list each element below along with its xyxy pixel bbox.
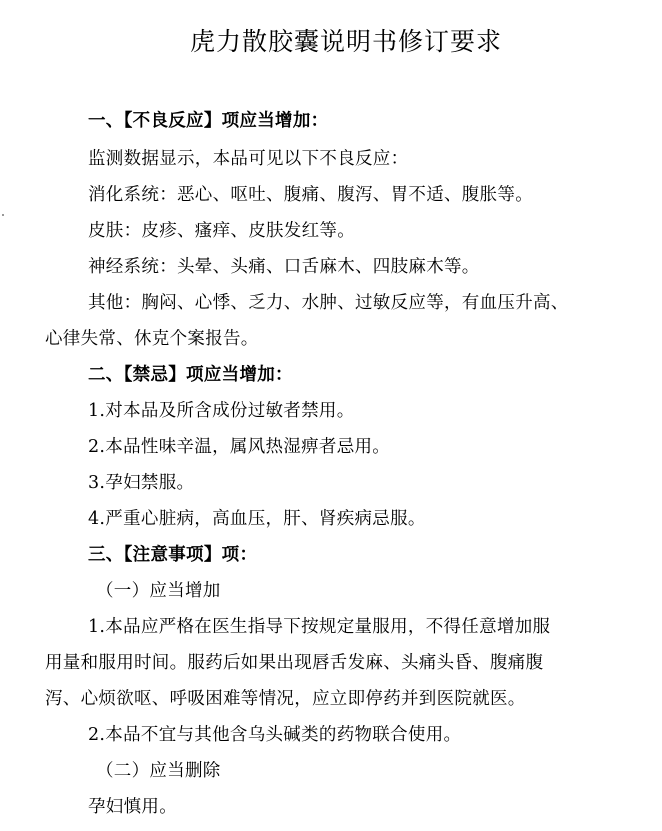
list-item: 1.对本品及所含成份过敏者禁用。	[88, 401, 355, 421]
paragraph-line: 其他：胸闷、心悸、乏力、水肿、过敏反应等，有血压升高、	[88, 293, 569, 313]
list-item: 2.本品不宜与其他含乌头碱类的药物联合使用。	[88, 725, 462, 745]
paragraph-line: 心律失常、休克个案报告。	[45, 329, 259, 349]
document-title: 虎力散胶囊说明书修订要求	[189, 27, 502, 56]
paragraph-line: 泻、心烦欲呕、呼吸困难等情况，应立即停药并到医院就医。	[45, 689, 526, 709]
subsection-heading-add: （一）应当增加	[96, 581, 221, 601]
section-heading-adverse-reactions: 一、【不良反应】项应当增加：	[88, 111, 329, 131]
paragraph-line: 皮肤：皮疹、瘙痒、皮肤发红等。	[88, 221, 355, 241]
paragraph-line: 消化系统：恶心、呕吐、腹痛、腹泻、胃不适、腹胀等。	[88, 185, 533, 205]
list-item: 1.本品应严格在医生指导下按规定量服用，不得任意增加服	[88, 617, 551, 637]
list-item: 2.本品性味辛温，属风热湿痹者忌用。	[88, 437, 391, 457]
paragraph-line: 用量和服用时间。服药后如果出现唇舌发麻、头痛头昏、腹痛腹	[45, 653, 544, 673]
list-item: 4.严重心脏病，高血压，肝、肾疾病忌服。	[88, 509, 426, 529]
subsection-heading-delete: （二）应当删除	[96, 761, 221, 781]
paragraph-line: 神经系统：头晕、头痛、口舌麻木、四肢麻木等。	[88, 257, 480, 277]
paragraph-line: 监测数据显示，本品可见以下不良反应：	[88, 149, 409, 169]
section-heading-contraindications: 二、【禁忌】项应当增加：	[88, 365, 293, 385]
paragraph-line: 孕妇慎用。	[88, 797, 177, 817]
margin-mark	[2, 214, 4, 216]
section-heading-precautions: 三、【注意事项】项：	[88, 545, 258, 565]
list-item: 3.孕妇禁服。	[88, 473, 195, 493]
